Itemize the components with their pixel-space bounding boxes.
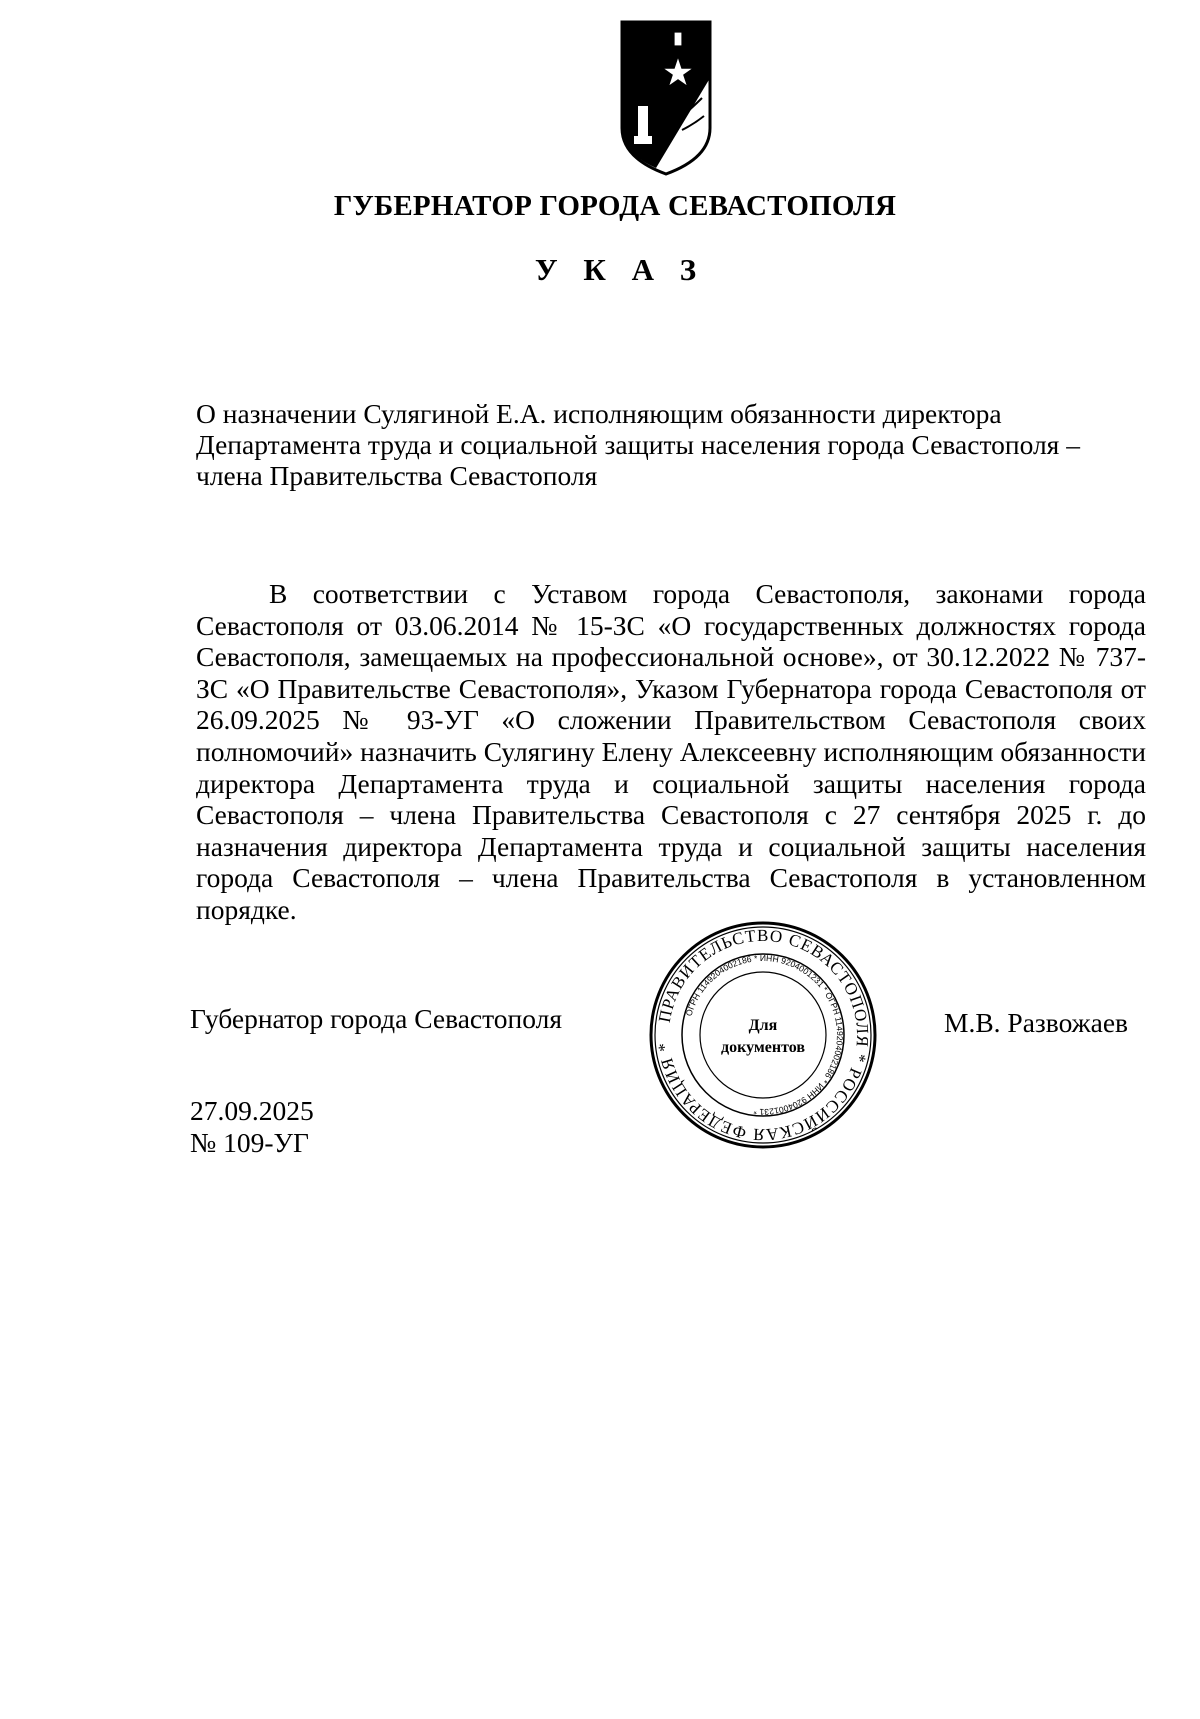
decree-subject <box>196 398 1144 491</box>
signatory-name: М.В. Развожаев <box>944 1007 1129 1038</box>
decree-body: В соответствии с Уставом города Севастополя, законами города Севастополя от 03.06.2014 № 15-ЗС «О государственных должностях города Севастополя, замещаемых на профессиональной основе», от 30.12.2022 № 737-ЗС «О Правительстве Севастополя», Указом Губернатора города Севастополя от 26.09.2025 № 93-УГ «О сложении Правительством Севастополя своих полномочий» назначить Сулягину Елену Алексеевну исполняющим обязанности директора Департамента труда и социальной защиты населения города Севастополя – члена Правительства Севастополя с 27 сентября 2025 г. до назначения директора Департамента труда и социальной защиты населения города Севастополя – члена Правительства Севастополя в установленном порядке. <box>196 578 1146 925</box>
issuing-authority: ГУБЕРНАТОР ГОРОДА СЕВАСТОПОЛЯ <box>333 190 897 222</box>
signatory-position: Губернатор города Севастополя <box>190 1003 562 1034</box>
decree-number: № 109-УГ <box>190 1127 309 1158</box>
subject-line: Департамента труда и социальной защиты населения города Севастополя – <box>196 429 1080 460</box>
coat-of-arms-icon <box>616 18 716 178</box>
seal-center-line1: Для <box>748 1017 778 1034</box>
document-type-title: У К А З <box>534 252 706 287</box>
decree-date-number <box>190 1095 314 1159</box>
seal-inner-text: ОГРН 1149204002186 * ИНН 9204001231 * ОГРН 1149204002186 * ИНН 9204001231 * <box>683 952 846 1118</box>
subject-line: О назначении Сулягиной Е.А. исполняющим обязанности директора <box>196 398 1002 429</box>
subject-line: члена Правительства Севастополя <box>196 460 598 491</box>
official-seal-icon <box>646 918 880 1152</box>
seal-center-line2: документов <box>721 1039 805 1056</box>
decree-date: 27.09.2025 <box>190 1095 314 1126</box>
seal-outer-text: ПРАВИТЕЛЬСТВО СЕВАСТОПОЛЯ * РОССИЙСКАЯ ФЕДЕРАЦИЯ * <box>654 925 873 1145</box>
